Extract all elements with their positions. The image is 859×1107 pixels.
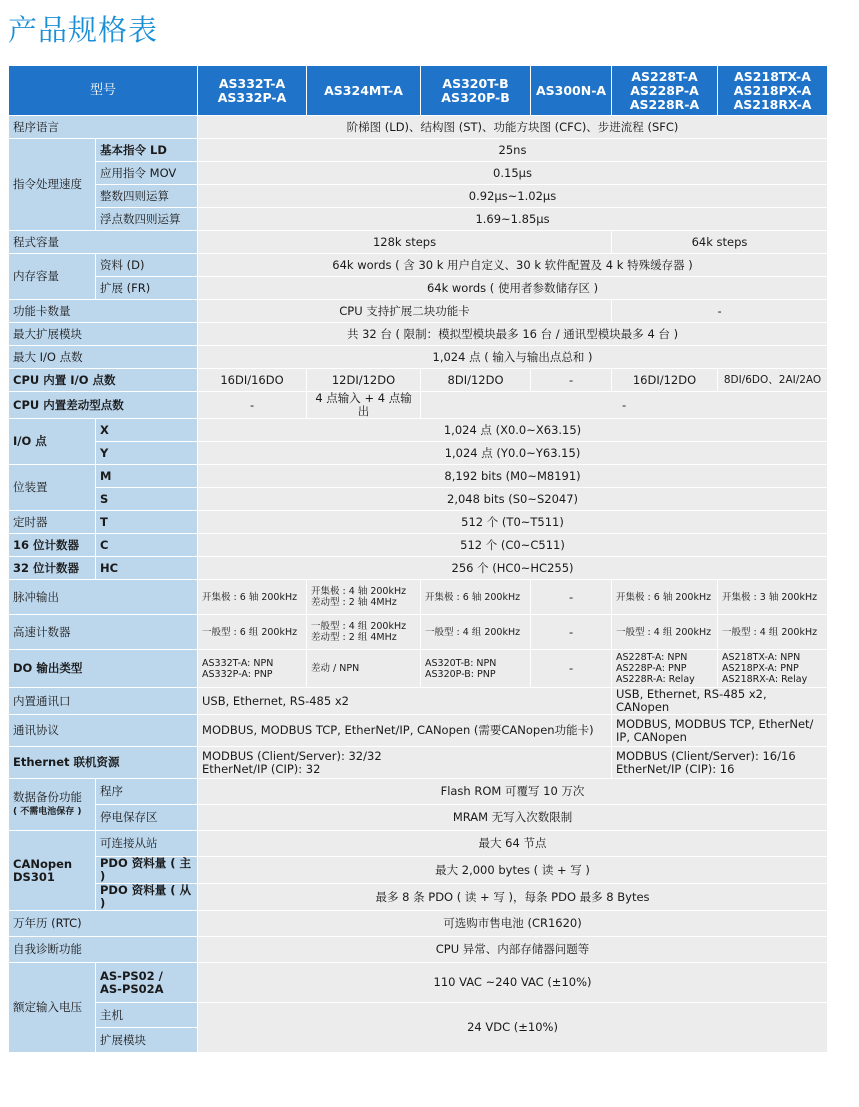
- cell-value: MODBUS (Client/Server): 32/32 EtherNet/IP (CIP): 32: [198, 747, 612, 779]
- row-label: 程式容量: [9, 231, 198, 254]
- row-backup-stop: [9, 805, 828, 831]
- row-label: CPU 内置差动型点数: [9, 392, 198, 419]
- cell-value: -: [198, 392, 307, 419]
- sub-label: C: [96, 534, 198, 557]
- header-col-as332: AS332T-A AS332P-A: [198, 66, 307, 116]
- cell-value: 共 32 台 ( 限制：模拟型模块最多 16 台 / 通讯型模块最多 4 台 ): [198, 323, 828, 346]
- row-label: CANopen DS301: [9, 831, 96, 911]
- cell-value: 8,192 bits (M0~M8191): [198, 465, 828, 488]
- row-label: 额定输入电压: [9, 963, 96, 1053]
- row-max-io: [9, 346, 828, 369]
- sub-label: 程序: [96, 779, 198, 805]
- row-instr-basic: [9, 139, 828, 162]
- cell-value: CPU 异常、内部存储器问题等: [198, 937, 828, 963]
- row-hsc: [9, 615, 828, 650]
- cell-value: 开集极 : 6 轴 200kHz: [421, 580, 531, 615]
- cell-value: -: [421, 392, 828, 419]
- sub-label: 整数四则运算: [96, 185, 198, 208]
- cell-value: 24 VDC (±10%): [198, 1003, 828, 1053]
- cell-value: 最大 2,000 bytes ( 读 + 写 ): [198, 857, 828, 884]
- cell-value: 1,024 点 (X0.0~X63.15): [198, 419, 828, 442]
- cell-value: MODBUS, MODBUS TCP, EtherNet/IP, CANopen (需要CANopen功能卡): [198, 715, 612, 747]
- cell-value: -: [531, 369, 612, 392]
- sub-label: HC: [96, 557, 198, 580]
- cell-value: 最多 8 条 PDO ( 读 + 写 )，每条 PDO 最多 8 Bytes: [198, 884, 828, 911]
- cell-value: 差动 / NPN: [307, 650, 421, 688]
- spec-table: [9, 66, 828, 1053]
- cell-value: 最大 64 节点: [198, 831, 828, 857]
- cell-value: 开集极 : 4 轴 200kHz 差动型 : 2 轴 4MHz: [307, 580, 421, 615]
- row-pulse: [9, 580, 828, 615]
- cell-value: 0.15μs: [198, 162, 828, 185]
- cell-value: 64k words ( 含 30 k 用户自定义、30 k 软件配置及 4 k 特殊缓存器 ): [198, 254, 828, 277]
- row-label: 指令处理速度: [9, 139, 96, 231]
- row-label: I/O 点: [9, 419, 96, 465]
- row-label: 内置通讯口: [9, 688, 198, 715]
- row-rtc: [9, 911, 828, 937]
- row-max-ext: [9, 323, 828, 346]
- sub-label: PDO 资料量 ( 主 ): [96, 857, 198, 884]
- cell-value: CPU 支持扩展二块功能卡: [198, 300, 612, 323]
- cell-value: USB, Ethernet, RS-485 x2: [198, 688, 612, 715]
- row-canopen-pdo-master: [9, 857, 828, 884]
- row-memory-ext: [9, 277, 828, 300]
- cell-value: 4 点输入 + 4 点输出: [307, 392, 421, 419]
- cell-value: 一般型 : 4 组 200kHz: [421, 615, 531, 650]
- header-col-as300: AS300N-A: [531, 66, 612, 116]
- row-counter32: [9, 557, 828, 580]
- row-canopen-slave: [9, 831, 828, 857]
- cell-value: 64k steps: [612, 231, 828, 254]
- row-diff: [9, 392, 828, 419]
- sub-label: S: [96, 488, 198, 511]
- row-label: 16 位计数器: [9, 534, 96, 557]
- row-ports: [9, 688, 828, 715]
- cell-value: -: [531, 615, 612, 650]
- cell-value: 110 VAC ~240 VAC (±10%): [198, 963, 828, 1003]
- row-voltage-main: [9, 1003, 828, 1028]
- cell-value: 512 个 (C0~C511): [198, 534, 828, 557]
- row-timer: [9, 511, 828, 534]
- sub-label: PDO 资料量 ( 从 ): [96, 884, 198, 911]
- row-label: 内存容量: [9, 254, 96, 300]
- row-backup-prog: [9, 779, 828, 805]
- row-label: 定时器: [9, 511, 96, 534]
- row-program-capacity: [9, 231, 828, 254]
- sub-label: Y: [96, 442, 198, 465]
- sub-label: 扩展 (FR): [96, 277, 198, 300]
- sub-label: T: [96, 511, 198, 534]
- cell-value: MODBUS, MODBUS TCP, EtherNet/ IP, CANopen: [612, 715, 828, 747]
- cell-value: USB, Ethernet, RS-485 x2, CANopen: [612, 688, 828, 715]
- row-label: 最大扩展模块: [9, 323, 198, 346]
- header-col-as218: AS218TX-A AS218PX-A AS218RX-A: [718, 66, 828, 116]
- page-title: 产品规格表: [8, 13, 159, 47]
- row-label: 万年历 (RTC): [9, 911, 198, 937]
- header-col-as320: AS320T-B AS320P-B: [421, 66, 531, 116]
- row-io-y: [9, 442, 828, 465]
- row-label: 自我诊断功能: [9, 937, 198, 963]
- cell-value: 1,024 点 (Y0.0~Y63.15): [198, 442, 828, 465]
- row-label: 最大 I/O 点数: [9, 346, 198, 369]
- cell-value: 可选购市售电池 (CR1620): [198, 911, 828, 937]
- sub-label: 应用指令 MOV: [96, 162, 198, 185]
- row-language: [9, 116, 828, 139]
- cell-value: 1.69~1.85μs: [198, 208, 828, 231]
- row-label: CPU 内置 I/O 点数: [9, 369, 198, 392]
- sub-label: 浮点数四则运算: [96, 208, 198, 231]
- row-bit-s: [9, 488, 828, 511]
- row-memory-data: [9, 254, 828, 277]
- cell-value: AS320T-B: NPN AS320P-B: PNP: [421, 650, 531, 688]
- cell-value: 64k words ( 使用者参数储存区 ): [198, 277, 828, 300]
- cell-value: Flash ROM 可覆写 10 万次: [198, 779, 828, 805]
- cell-value: MRAM 无写入次数限制: [198, 805, 828, 831]
- sub-label: AS-PS02 / AS-PS02A: [96, 963, 198, 1003]
- header-col-as324: AS324MT-A: [307, 66, 421, 116]
- sub-label: 主机: [96, 1003, 198, 1028]
- cell-value: AS218TX-A: NPN AS218PX-A: PNP AS218RX-A: Relay: [718, 650, 828, 688]
- row-canopen-pdo-slave: [9, 884, 828, 911]
- cell-value: -: [531, 650, 612, 688]
- cell-value: 512 个 (T0~T511): [198, 511, 828, 534]
- row-diagnostics: [9, 937, 828, 963]
- row-voltage-ps: [9, 963, 828, 1003]
- row-label: 数据备份功能 ( 不需电池保存 ): [9, 779, 96, 831]
- cell-value: 8DI/12DO: [421, 369, 531, 392]
- sub-label: 扩展模块: [96, 1028, 198, 1053]
- cell-value: 256 个 (HC0~HC255): [198, 557, 828, 580]
- row-label: Ethernet 联机资源: [9, 747, 198, 779]
- row-protocol: [9, 715, 828, 747]
- cell-value: 开集极 : 6 轴 200kHz: [198, 580, 307, 615]
- row-instr-app: [9, 162, 828, 185]
- row-label: 功能卡数量: [9, 300, 198, 323]
- cell-value: 一般型 : 4 组 200kHz: [718, 615, 828, 650]
- cell-value: 12DI/12DO: [307, 369, 421, 392]
- header-col-as228: AS228T-A AS228P-A AS228R-A: [612, 66, 718, 116]
- sub-label: 可连接从站: [96, 831, 198, 857]
- cell-value: 0.92μs~1.02μs: [198, 185, 828, 208]
- cell-value: 阶梯图 (LD)、结构图 (ST)、功能方块图 (CFC)、步进流程 (SFC): [198, 116, 828, 139]
- row-instr-int: [9, 185, 828, 208]
- sub-label: 基本指令 LD: [96, 139, 198, 162]
- row-do-type: [9, 650, 828, 688]
- sub-label: 资料 (D): [96, 254, 198, 277]
- row-label: 位装置: [9, 465, 96, 511]
- cell-value: 一般型 : 6 组 200kHz: [198, 615, 307, 650]
- row-label: 通讯协议: [9, 715, 198, 747]
- row-label: 脉冲输出: [9, 580, 198, 615]
- row-ethernet: [9, 747, 828, 779]
- cell-value: AS332T-A: NPN AS332P-A: PNP: [198, 650, 307, 688]
- row-counter16: [9, 534, 828, 557]
- cell-value: 128k steps: [198, 231, 612, 254]
- sub-label: X: [96, 419, 198, 442]
- row-label: 32 位计数器: [9, 557, 96, 580]
- row-label: 高速计数器: [9, 615, 198, 650]
- cell-value: 开集极 : 6 轴 200kHz: [612, 580, 718, 615]
- row-instr-float: [9, 208, 828, 231]
- cell-value: 8DI/6DO、2AI/2AO: [718, 369, 828, 392]
- cell-value: -: [531, 580, 612, 615]
- row-label: DO 输出类型: [9, 650, 198, 688]
- cell-value: 一般型 : 4 组 200kHz: [612, 615, 718, 650]
- cell-value: 一般型 : 4 组 200kHz 差动型 : 2 组 4MHz: [307, 615, 421, 650]
- row-bit-m: [9, 465, 828, 488]
- row-io-x: [9, 419, 828, 442]
- row-cpu-io: [9, 369, 828, 392]
- cell-value: -: [612, 300, 828, 323]
- row-function-card: [9, 300, 828, 323]
- row-label: 程序语言: [9, 116, 198, 139]
- header-model: 型号: [9, 66, 198, 116]
- cell-value: 2,048 bits (S0~S2047): [198, 488, 828, 511]
- sub-label: M: [96, 465, 198, 488]
- cell-value: MODBUS (Client/Server): 16/16 EtherNet/IP (CIP): 16: [612, 747, 828, 779]
- cell-value: 25ns: [198, 139, 828, 162]
- cell-value: 16DI/12DO: [612, 369, 718, 392]
- cell-value: 开集极 : 3 轴 200kHz: [718, 580, 828, 615]
- cell-value: AS228T-A: NPN AS228P-A: PNP AS228R-A: Relay: [612, 650, 718, 688]
- cell-value: 1,024 点 ( 输入与输出点总和 ): [198, 346, 828, 369]
- cell-value: 16DI/16DO: [198, 369, 307, 392]
- sub-label: 停电保存区: [96, 805, 198, 831]
